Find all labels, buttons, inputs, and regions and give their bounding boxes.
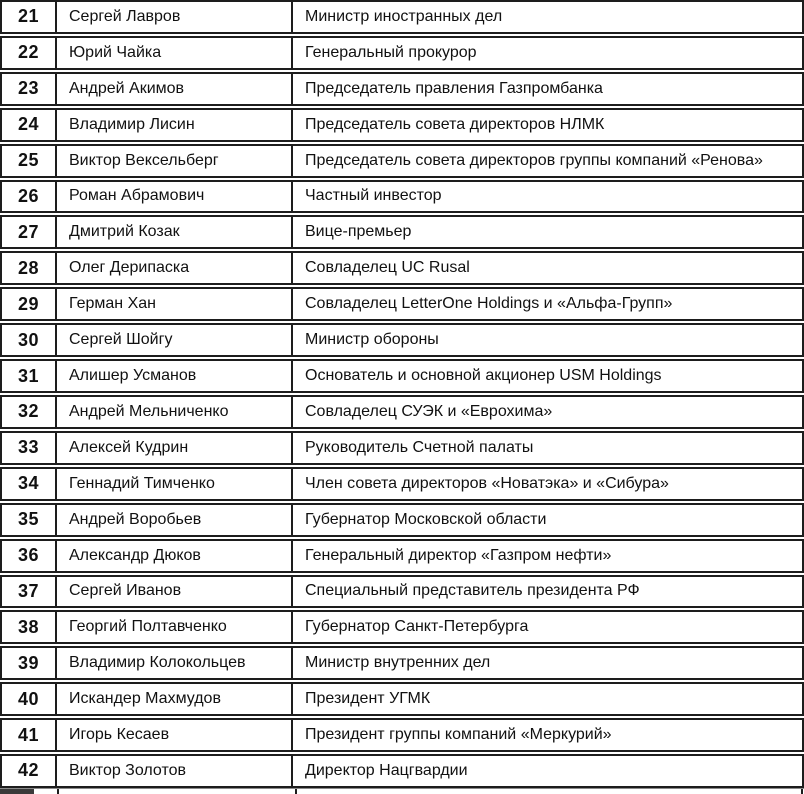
table-row: [0, 575, 804, 609]
table-row: [0, 431, 804, 465]
name-cell: Сергей Иванов: [57, 577, 293, 607]
name-cell: Андрей Воробьев: [57, 505, 293, 535]
table-row: [0, 539, 804, 573]
rank-cell: 38: [2, 612, 57, 642]
cutoff-next-row: [0, 788, 804, 794]
rank-cell: 40: [2, 684, 57, 714]
table-row: [0, 215, 804, 249]
rank-cell: 30: [2, 325, 57, 355]
name-cell: Сергей Лавров: [57, 2, 293, 32]
rank-cell: 39: [2, 648, 57, 678]
table-row: [0, 503, 804, 537]
position-cell: Основатель и основной акционер USM Holdings: [305, 367, 662, 385]
name-cell: Виктор Вексельберг: [57, 146, 293, 176]
rank-cell: 34: [2, 469, 57, 499]
name-cell: Юрий Чайка: [57, 38, 293, 68]
rank-cell: 21: [2, 2, 57, 32]
rank-cell: 26: [2, 182, 57, 212]
table-row: [0, 610, 804, 644]
rank-cell: 35: [2, 505, 57, 535]
name-cell: Дмитрий Козак: [57, 217, 293, 247]
position-cell: Министр иностранных дел: [305, 7, 503, 25]
rank-cell: 36: [2, 541, 57, 571]
position-cell: Президент УГМК: [305, 690, 431, 708]
position-cell: Генеральный директор «Газпром нефти»: [305, 546, 612, 564]
name-cell: Алишер Усманов: [57, 361, 293, 391]
position-cell: Министр обороны: [305, 331, 439, 349]
name-cell: Олег Дерипаска: [57, 253, 293, 283]
rank-cell: 33: [2, 433, 57, 463]
position-cell: Совладелец СУЭК и «Еврохима»: [305, 402, 553, 420]
position-cell: Совладелец UC Rusal: [305, 259, 470, 277]
name-cell: Игорь Кесаев: [57, 720, 293, 750]
rank-cell: 37: [2, 577, 57, 607]
table-row: [0, 646, 804, 680]
rank-cell: 23: [2, 74, 57, 104]
position-cell: Специальный представитель президента РФ: [305, 582, 640, 600]
rank-cell: 32: [2, 397, 57, 427]
position-cell: Председатель совета директоров НЛМК: [305, 115, 605, 133]
name-cell: Роман Абрамович: [57, 182, 293, 212]
position-cell: Губернатор Московской области: [305, 510, 547, 528]
name-cell: Александр Дюков: [57, 541, 293, 571]
position-cell: Частный инвестор: [305, 187, 442, 205]
position-cell: Генеральный прокурор: [305, 43, 477, 61]
position-cell: Председатель правления Газпромбанка: [305, 79, 603, 97]
table-row: [0, 36, 804, 70]
rank-cell: 31: [2, 361, 57, 391]
table-row: [0, 251, 804, 285]
name-cell: Сергей Шойгу: [57, 325, 293, 355]
rank-cell: 29: [2, 289, 57, 319]
cutoff-column-divider-2: [295, 789, 297, 794]
cutoff-column-divider-1: [57, 789, 59, 794]
position-cell: Руководитель Счетной палаты: [305, 438, 534, 456]
name-cell: Искандер Махмудов: [57, 684, 293, 714]
rank-cell: 27: [2, 217, 57, 247]
position-cell: Губернатор Санкт-Петербурга: [305, 618, 529, 636]
name-cell: Герман Хан: [57, 289, 293, 319]
position-cell: Президент группы компаний «Меркурий»: [305, 726, 612, 744]
position-cell: Директор Нацгвардии: [305, 761, 468, 779]
rank-cell: 42: [2, 756, 57, 786]
table-row: [0, 718, 804, 752]
position-cell: Вице-премьер: [305, 223, 412, 241]
position-cell: Председатель совета директоров группы компаний «Ренова»: [305, 151, 763, 169]
rank-cell: 22: [2, 38, 57, 68]
position-cell: Совладелец LetterOne Holdings и «Альфа-Групп»: [305, 295, 673, 313]
table-row: [0, 467, 804, 501]
table-row: [0, 0, 804, 34]
name-cell: Георгий Полтавченко: [57, 612, 293, 642]
cutoff-right-border: [801, 789, 803, 794]
name-cell: Алексей Кудрин: [57, 433, 293, 463]
name-cell: Виктор Золотов: [57, 756, 293, 786]
position-cell: Министр внутренних дел: [305, 654, 491, 672]
name-cell: Владимир Колокольцев: [57, 648, 293, 678]
position-cell: Член совета директоров «Новатэка» и «Сибура»: [305, 474, 669, 492]
table-row: [0, 72, 804, 106]
table-row: [0, 323, 804, 357]
rank-cell: 41: [2, 720, 57, 750]
rank-cell: 24: [2, 110, 57, 140]
rank-cell: 28: [2, 253, 57, 283]
name-cell: Геннадий Тимченко: [57, 469, 293, 499]
table-row: [0, 287, 804, 321]
table-row: [0, 180, 804, 214]
name-cell: Андрей Акимов: [57, 74, 293, 104]
table-row: [0, 144, 804, 178]
table-row: [0, 108, 804, 142]
table-row: [0, 395, 804, 429]
cutoff-next-row-corner: [0, 789, 34, 794]
table-row: [0, 359, 804, 393]
name-cell: Андрей Мельниченко: [57, 397, 293, 427]
name-cell: Владимир Лисин: [57, 110, 293, 140]
rank-cell: 25: [2, 146, 57, 176]
table-row: [0, 754, 804, 788]
table-row: [0, 682, 804, 716]
